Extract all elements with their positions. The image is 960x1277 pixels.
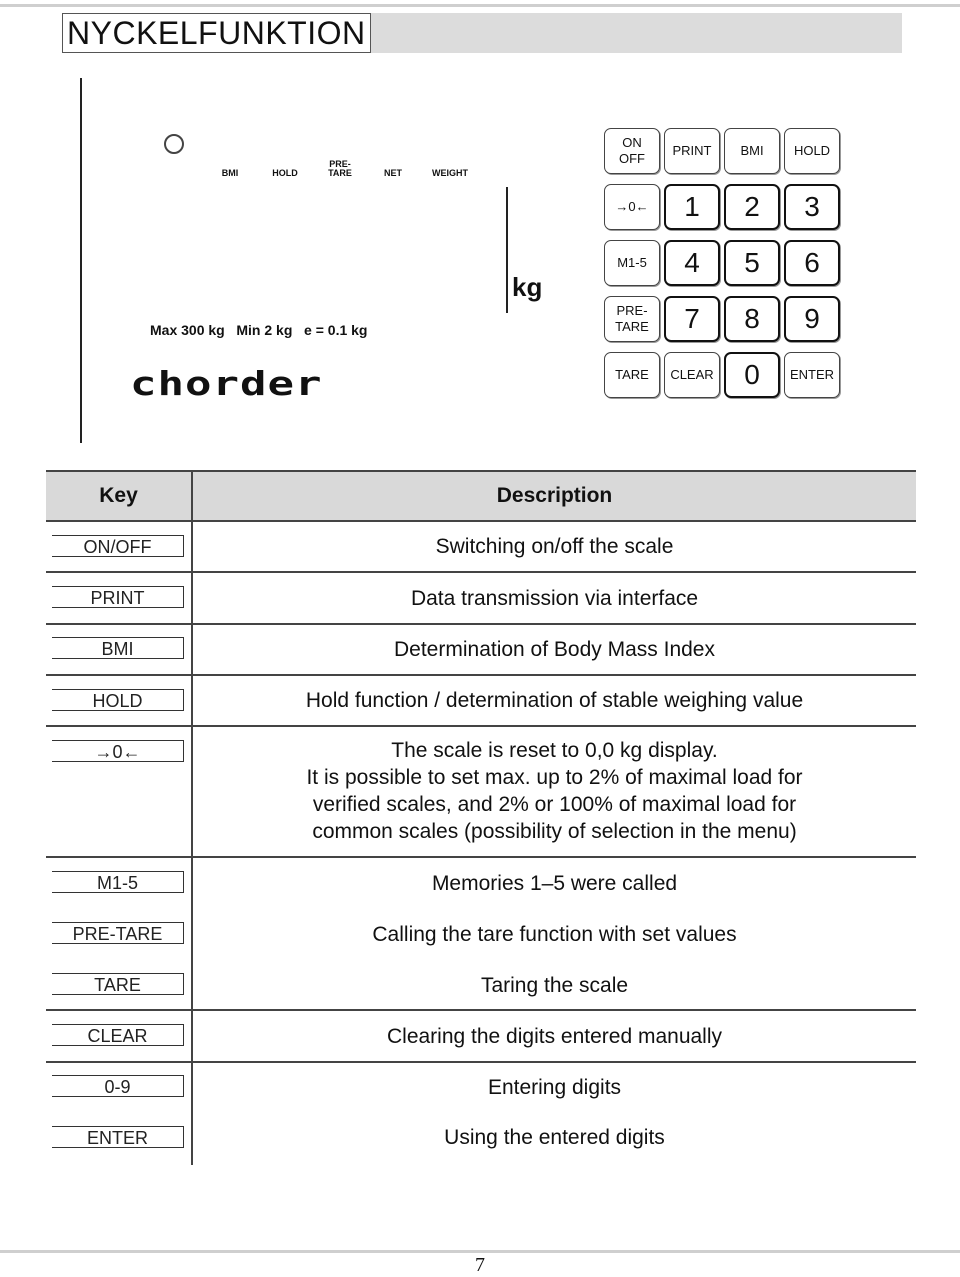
key-on-off[interactable]: ON OFF bbox=[604, 128, 660, 174]
key-zero-reset[interactable]: →0← bbox=[604, 184, 660, 230]
key-enter[interactable]: ENTER bbox=[784, 352, 840, 398]
key-5[interactable]: 5 bbox=[724, 240, 780, 286]
table-header bbox=[46, 470, 916, 522]
row-divider bbox=[46, 856, 916, 858]
brand-logo: chorder bbox=[130, 365, 323, 404]
key-8[interactable]: 8 bbox=[724, 296, 780, 342]
key-3[interactable]: 3 bbox=[784, 184, 840, 230]
table-key-zero-reset: →0← bbox=[52, 740, 184, 762]
table-desc-bmi: Determination of Body Mass Index bbox=[394, 638, 715, 661]
table-key-print: PRINT bbox=[52, 586, 184, 608]
key-4[interactable]: 4 bbox=[664, 240, 720, 286]
key-hold[interactable]: HOLD bbox=[784, 128, 840, 174]
table-desc-tare: Taring the scale bbox=[480, 974, 629, 997]
table-key-hold: HOLD bbox=[52, 689, 184, 711]
table-desc-digits: Entering digits bbox=[487, 1076, 622, 1099]
key-tare[interactable]: TARE bbox=[604, 352, 660, 398]
table-desc-clear: Clearing the digits entered manually bbox=[386, 1025, 723, 1048]
footer-rule bbox=[0, 1250, 960, 1253]
key-pre-tare[interactable]: PRE- TARE bbox=[604, 296, 660, 342]
table-key-enter: ENTER bbox=[52, 1126, 184, 1148]
page-title: NYCKELFUNKTION bbox=[62, 13, 371, 53]
table-desc-hold: Hold function / determination of stable weighing value bbox=[305, 689, 804, 712]
panel-edge-line bbox=[80, 78, 82, 443]
indicator-weight: WEIGHT bbox=[432, 168, 468, 178]
indicator-hold: HOLD bbox=[272, 168, 298, 178]
key-print[interactable]: PRINT bbox=[664, 128, 720, 174]
table-key-digits: 0-9 bbox=[52, 1075, 184, 1097]
table-key-pre-tare: PRE-TARE bbox=[52, 922, 184, 944]
indicator-net: NET bbox=[384, 168, 402, 178]
table-key-on-off: ON/OFF bbox=[52, 535, 184, 557]
row-divider bbox=[46, 623, 916, 625]
table-desc-enter: Using the entered digits bbox=[444, 1126, 665, 1149]
key-7[interactable]: 7 bbox=[664, 296, 720, 342]
row-divider bbox=[46, 674, 916, 676]
table-desc-pre-tare: Calling the tare function with set values bbox=[372, 923, 737, 946]
key-6[interactable]: 6 bbox=[784, 240, 840, 286]
page-number: 7 bbox=[475, 1254, 485, 1276]
indicator-pretare: PRE- TARE bbox=[328, 159, 352, 178]
row-divider bbox=[46, 725, 916, 727]
row-divider bbox=[46, 571, 916, 573]
key-9[interactable]: 9 bbox=[784, 296, 840, 342]
key-1[interactable]: 1 bbox=[664, 184, 720, 230]
power-led-icon bbox=[164, 134, 184, 154]
table-desc-on-off: Switching on/off the scale bbox=[435, 535, 674, 558]
key-m1-5[interactable]: M1-5 bbox=[604, 240, 660, 286]
table-desc-zero-reset: The scale is reset to 0,0 kg display. It is possible to set max. up to 2% of maximal load for verified scales, and 2% or 100% of maximal load for common scales (possibility of selection in the menu) bbox=[306, 739, 803, 843]
indicator-bmi: BMI bbox=[221, 168, 239, 178]
table-key-clear: CLEAR bbox=[52, 1024, 184, 1046]
key-bmi[interactable]: BMI bbox=[724, 128, 780, 174]
row-divider bbox=[46, 1009, 916, 1011]
key-2[interactable]: 2 bbox=[724, 184, 780, 230]
key-clear[interactable]: CLEAR bbox=[664, 352, 720, 398]
header-description: Description bbox=[496, 484, 613, 507]
unit-label: kg bbox=[512, 272, 543, 302]
table-key-m1-5: M1-5 bbox=[52, 871, 184, 893]
header-key: Key bbox=[99, 484, 138, 507]
key-0[interactable]: 0 bbox=[724, 352, 780, 398]
table-key-tare: TARE bbox=[52, 973, 184, 995]
row-divider bbox=[46, 1061, 916, 1063]
key-table bbox=[46, 470, 916, 1165]
table-desc-m1-5: Memories 1–5 were called bbox=[431, 872, 678, 895]
capacity-spec: Max 300 kg Min 2 kg e = 0.1 kg bbox=[150, 322, 368, 338]
top-rule bbox=[0, 4, 960, 7]
keypad bbox=[604, 128, 844, 402]
table-desc-print: Data transmission via interface bbox=[410, 587, 699, 610]
table-key-bmi: BMI bbox=[52, 637, 184, 659]
display-edge-line bbox=[506, 187, 508, 313]
